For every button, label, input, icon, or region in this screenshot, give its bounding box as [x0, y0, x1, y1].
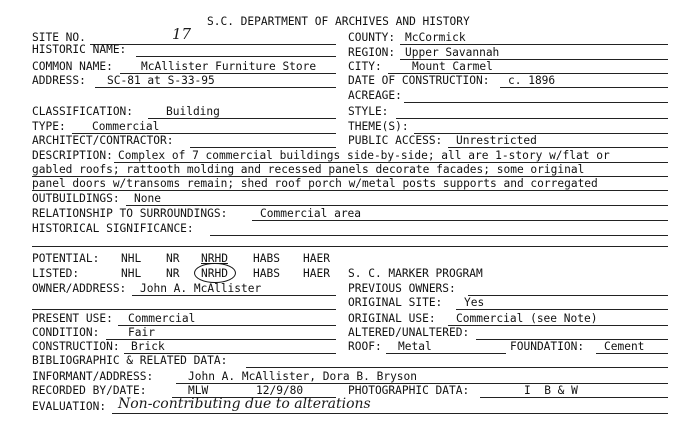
present-use-value: Commercial [128, 312, 196, 325]
date-line [500, 87, 668, 88]
outbuildings-value: None [134, 192, 161, 205]
potential-haer: HAER [303, 252, 330, 265]
potential-nr: NR [166, 252, 180, 265]
address-line [95, 87, 336, 88]
style-label: STYLE: [348, 105, 389, 118]
site-no-value: 17 [172, 25, 192, 43]
altered-label: ALTERED/UNALTERED: [348, 326, 470, 339]
description-line-2: gabled roofs; rattooth molding and recessed panels decorate facades; some original [32, 163, 585, 176]
photographic-label: PHOTOGRAPHIC DATA: [348, 384, 470, 397]
style-line [396, 118, 668, 119]
potential-nrhd: NRHD [201, 252, 228, 265]
original-use-line [448, 325, 668, 326]
evaluation-value: Non-contributing due to alterations [118, 396, 371, 412]
county-value: McCormick [405, 31, 466, 44]
listed-label: LISTED: [32, 267, 80, 280]
evaluation-label: EVALUATION: [32, 400, 107, 413]
theme-line [414, 133, 668, 134]
architect-label: ARCHITECT/CONTRACTOR: [32, 134, 174, 147]
nrhd-circle-mark [194, 263, 236, 283]
original-site-line [456, 309, 668, 310]
date-label: DATE OF CONSTRUCTION: [348, 74, 490, 87]
informant-label: INFORMANT/ADDRESS: [32, 370, 154, 383]
construction-label: CONSTRUCTION: [32, 340, 120, 353]
description-line-3: panel doors w/transoms remain; shed roof porch w/metal posts supports and corregated [32, 177, 598, 190]
relationship-value: Commercial area [260, 207, 362, 220]
roof-label: ROOF: [348, 340, 382, 353]
present-use-label: PRESENT USE: [32, 312, 113, 325]
potential-label: POTENTIAL: [32, 252, 100, 265]
address-label: ADDRESS: [32, 74, 86, 87]
common-name-label: COMMON NAME: [32, 60, 113, 73]
listed-nrhd: NRHD [201, 267, 228, 280]
recorded-date: 12/9/80 [256, 384, 304, 397]
address-value: SC-81 at S-33-95 [107, 74, 215, 87]
type-label: TYPE: [32, 120, 66, 133]
roof-line [386, 353, 506, 354]
owner-line [132, 295, 336, 296]
potential-habs: HABS [253, 252, 280, 265]
photographic-value: I B & W [524, 384, 578, 397]
condition-value: Fair [128, 326, 155, 339]
foundation-value: Cement [604, 340, 645, 353]
outbuildings-label: OUTBUILDINGS: [32, 192, 120, 205]
recorded-by: MLW [188, 384, 209, 397]
owner-value: John A. McAllister [140, 282, 262, 295]
relationship-label: RELATIONSHIP TO SURROUNDINGS: [32, 207, 228, 220]
previous-owners-line [468, 295, 668, 296]
type-value: Commercial [92, 120, 160, 133]
theme-label: THEME(S): [348, 120, 409, 133]
classification-label: CLASSIFICATION: [32, 105, 134, 118]
evaluation-line [112, 413, 668, 414]
outbuildings-line [126, 205, 668, 206]
description-label: DESCRIPTION: [32, 149, 113, 162]
form-header: S.C. DEPARTMENT OF ARCHIVES AND HISTORY [207, 15, 470, 28]
informant-value: John A. McAllister, Dora B. Bryson [188, 370, 418, 383]
historic-name-label: HISTORIC NAME: [32, 43, 127, 56]
city-label: CITY: [348, 60, 382, 73]
region-value: Upper Savannah [405, 46, 500, 59]
public-access-line [448, 147, 668, 148]
marker-program: S. C. MARKER PROGRAM [348, 267, 483, 280]
description-rule-3 [32, 190, 668, 191]
region-label: REGION: [348, 46, 396, 59]
recorded-label: RECORDED BY/DATE: [32, 384, 147, 397]
foundation-line [596, 353, 668, 354]
public-access-value: Unrestricted [456, 134, 537, 147]
owner-line-2 [32, 309, 336, 310]
acreage-line [404, 102, 668, 103]
original-site-label: ORIGINAL SITE: [348, 296, 443, 309]
photographic-line [480, 397, 668, 398]
significance-label: HISTORICAL SIGNIFICANCE: [32, 222, 194, 235]
listed-habs: HABS [253, 267, 280, 280]
acreage-label: ACREAGE: [348, 89, 402, 102]
classification-line [148, 118, 336, 119]
county-line [400, 44, 668, 45]
original-use-value: Commercial (see Note) [456, 312, 598, 325]
original-site-value: Yes [464, 296, 485, 309]
condition-label: CONDITION: [32, 326, 100, 339]
county-label: COUNTY: [348, 31, 396, 44]
common-name-value: McAllister Furniture Store [141, 60, 317, 73]
public-access-label: PUBLIC ACCESS: [348, 134, 443, 147]
foundation-label: FOUNDATION: [510, 340, 585, 353]
listed-nr: NR [166, 267, 180, 280]
site-no-line [90, 44, 336, 45]
section-separator [32, 246, 668, 247]
significance-line [210, 235, 668, 236]
description-line-1: Complex of 7 commercial buildings side-by-side; all are 1-story w/flat or [118, 149, 610, 162]
roof-value: Metal [398, 340, 432, 353]
original-use-label: ORIGINAL USE: [348, 312, 436, 325]
date-value: c. 1896 [508, 74, 556, 87]
listed-haer: HAER [303, 267, 330, 280]
relationship-line [252, 220, 668, 221]
construction-value: Brick [131, 340, 165, 353]
previous-owners-label: PREVIOUS OWNERS: [348, 282, 456, 295]
site-no-label: SITE NO. [32, 31, 86, 44]
classification-value: Building [166, 105, 220, 118]
listed-nhl: NHL [121, 267, 142, 280]
potential-nhl: NHL [121, 252, 142, 265]
bibliographic-line [246, 367, 668, 368]
architect-line [190, 147, 336, 148]
owner-label: OWNER/ADDRESS: [32, 282, 127, 295]
historic-name-line [136, 56, 336, 57]
bibliographic-label: BIBLIOGRAPHIC & RELATED DATA: [32, 354, 228, 367]
city-value: Mount Carmel [412, 60, 493, 73]
